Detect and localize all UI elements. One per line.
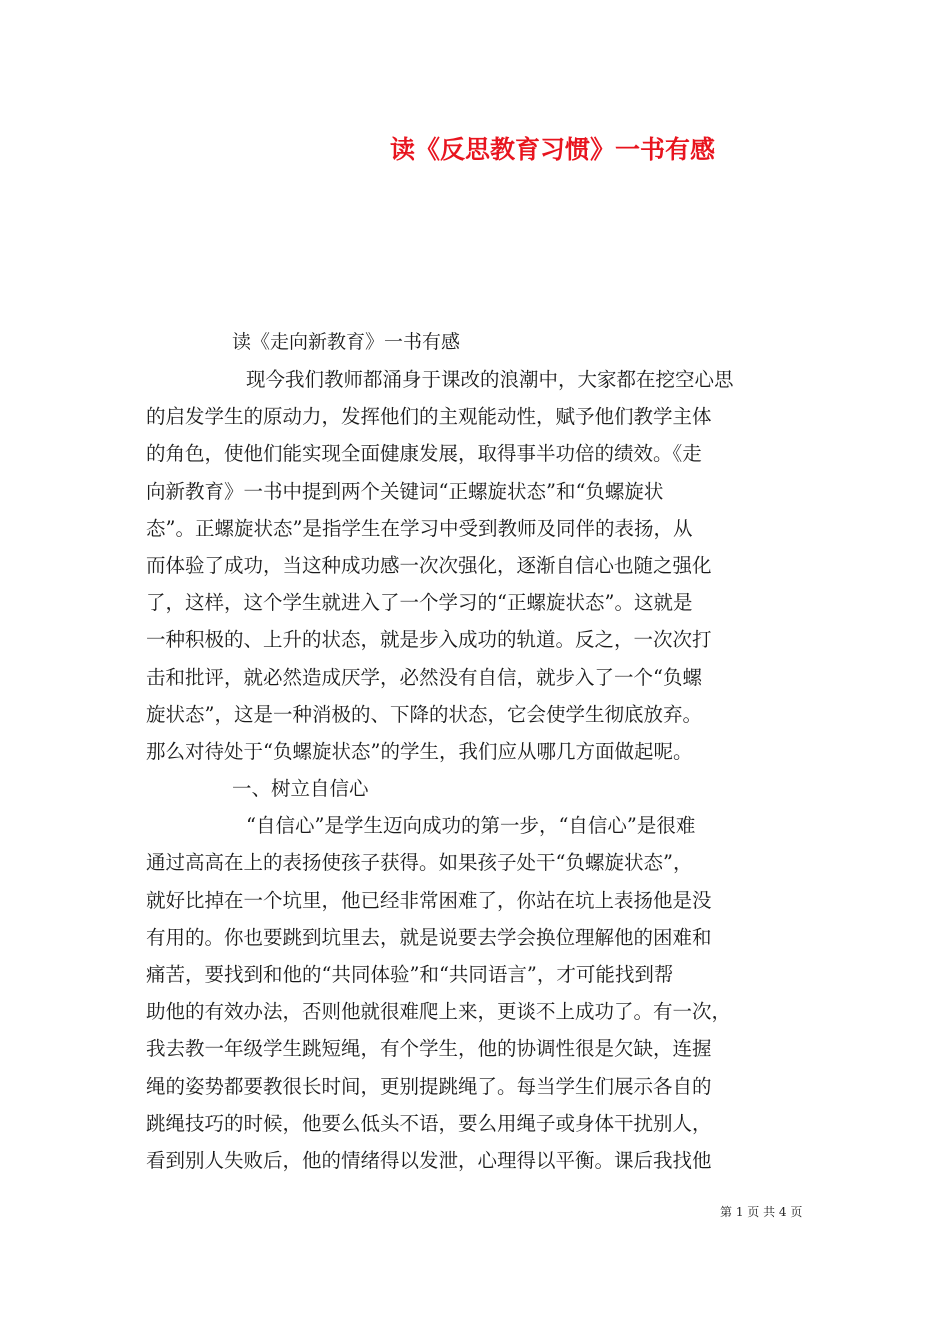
text-line: 态”。正螺旋状态”是指学生在学习中受到教师及同伴的表扬，从 <box>146 516 693 540</box>
text-line: 我去教一年级学生跳短绳，有个学生，他的协调性很是欠缺，连握 <box>146 1037 712 1061</box>
text-line: 旋状态”，这是一种消极的、下降的状态，它会使学生彻底放弃。 <box>146 702 702 726</box>
document-subtitle: 读《走向新教育》一书有感 <box>232 331 461 353</box>
text-line: 通过高高在上的表扬使孩子获得。如果孩子处干“负螺旋状态”， <box>146 851 693 875</box>
text-line: 助他的有效办法，否则他就很难爬上来，更谈不上成功了。有一次， <box>146 1000 732 1024</box>
text-line: 的角色，使他们能实现全面健康发展，取得事半功倍的绩效。《走 <box>146 442 702 466</box>
paragraph-1 <box>146 361 810 1179</box>
text-line: 有用的。你也要跳到坑里去，就是说要去学会换位理解他的困难和 <box>146 925 712 949</box>
document-title: 读《反思教育习惯》一书有感 <box>390 135 716 164</box>
text-line: 就好比掉在一个坑里，他已经非常困难了，你站在坑上表扬他是没 <box>146 888 712 912</box>
text-line: 了，这样，这个学生就进入了一个学习的“正螺旋状态”。这就是 <box>146 591 693 615</box>
text-line: 看到别人失败后，他的情绪得以发泄，心理得以平衡。课后我找他 <box>146 1148 712 1172</box>
text-line: “自信心”是学生迈向成功的第一步，“自信心”是很难 <box>246 814 696 838</box>
section-heading: 一、树立自信心 <box>232 777 369 801</box>
text-line: 绳的姿势都要教很长时间，更别提跳绳了。每当学生们展示各自的 <box>146 1074 712 1098</box>
text-line: 击和批评，就必然造成厌学，必然没有自信，就步入了一个“负螺 <box>146 665 702 689</box>
text-line: 一种积极的、上升的状态，就是步入成功的轨道。反之，一次次打 <box>146 628 712 652</box>
text-line: 向新教育》一书中提到两个关键词“正螺旋状态”和“负螺旋状 <box>146 479 664 503</box>
text-line: 而体验了成功，当这种成功感一次次强化，逐渐自信心也随之强化 <box>146 553 712 577</box>
text-line: 跳绳技巧的时候，他要么低头不语，要么用绳子或身体干扰别人， <box>146 1111 712 1135</box>
text-line: 的启发学生的原动力，发挥他们的主观能动性，赋予他们教学主体 <box>146 405 712 429</box>
text-line: 痛苦，要找到和他的“共同体验”和“共同语言”，才可能找到帮 <box>146 963 674 986</box>
text-line: 现今我们教师都涌身于课改的浪潮中，大家都在挖空心思 <box>246 368 734 391</box>
text-line: 那么对待处于“负螺旋状态”的学生，我们应从哪几方面做起呢。 <box>146 739 693 763</box>
page-number: 第 1 页 共 4 页 <box>720 1205 803 1219</box>
